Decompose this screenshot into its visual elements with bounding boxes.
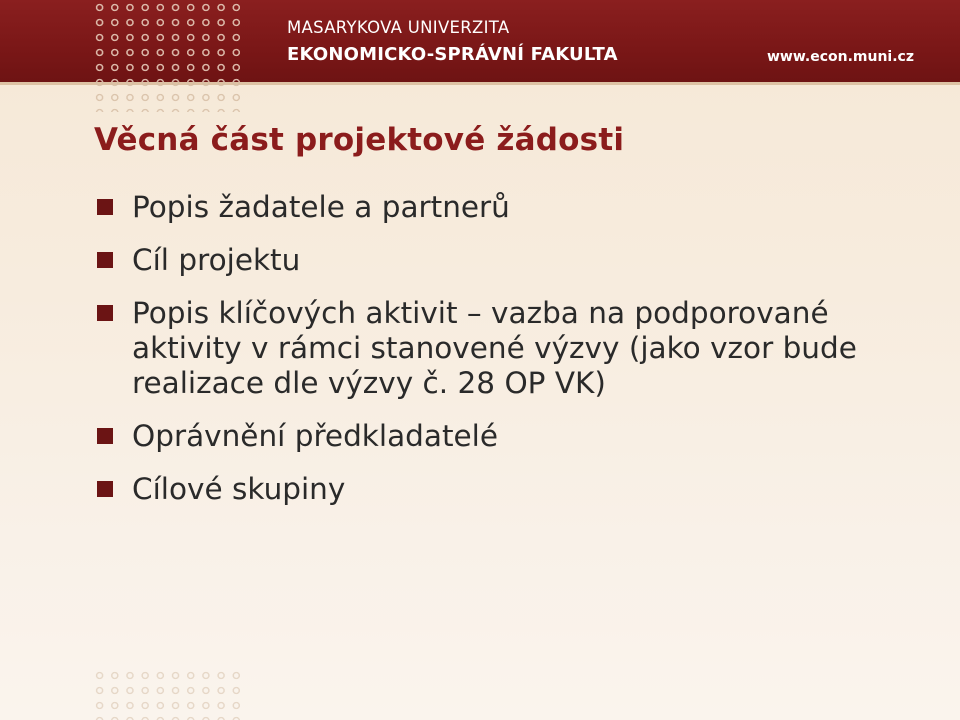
bullet-item xyxy=(94,243,934,278)
square-bullet-icon xyxy=(97,481,113,497)
bullet-text: Popis žadatele a partnerů xyxy=(132,190,510,224)
dot-pattern-top xyxy=(92,0,244,112)
bullet-text: Oprávnění předkladatelé xyxy=(132,419,499,453)
square-bullet-icon xyxy=(97,428,113,444)
university-name: MASARYKOVA UNIVERZITA xyxy=(287,18,510,37)
dot-pattern-bottom xyxy=(92,668,244,720)
square-bullet-icon xyxy=(97,305,113,321)
faculty-name: EKONOMICKO-SPRÁVNÍ FAKULTA xyxy=(287,44,618,65)
website-url: www.econ.muni.cz xyxy=(766,49,914,65)
slide-title: Věcná část projektové žádosti xyxy=(94,122,625,158)
bullet-text: Cíl projektu xyxy=(132,243,301,277)
bullet-list xyxy=(94,190,934,525)
square-bullet-icon xyxy=(97,252,113,268)
bullet-text: Popis klíčových aktivit – vazba na podporované aktivity v rámci stanovené výzvy (jako vzor bude realizace dle výzvy č. 28 OP VK) xyxy=(132,296,857,400)
bullet-text: Cílové skupiny xyxy=(132,472,346,506)
square-bullet-icon xyxy=(97,199,113,215)
bullet-item xyxy=(94,190,934,225)
bullet-item xyxy=(94,296,934,401)
dot-pattern-header-overlay xyxy=(92,0,244,82)
bullet-item xyxy=(94,419,934,454)
bullet-item xyxy=(94,472,934,507)
